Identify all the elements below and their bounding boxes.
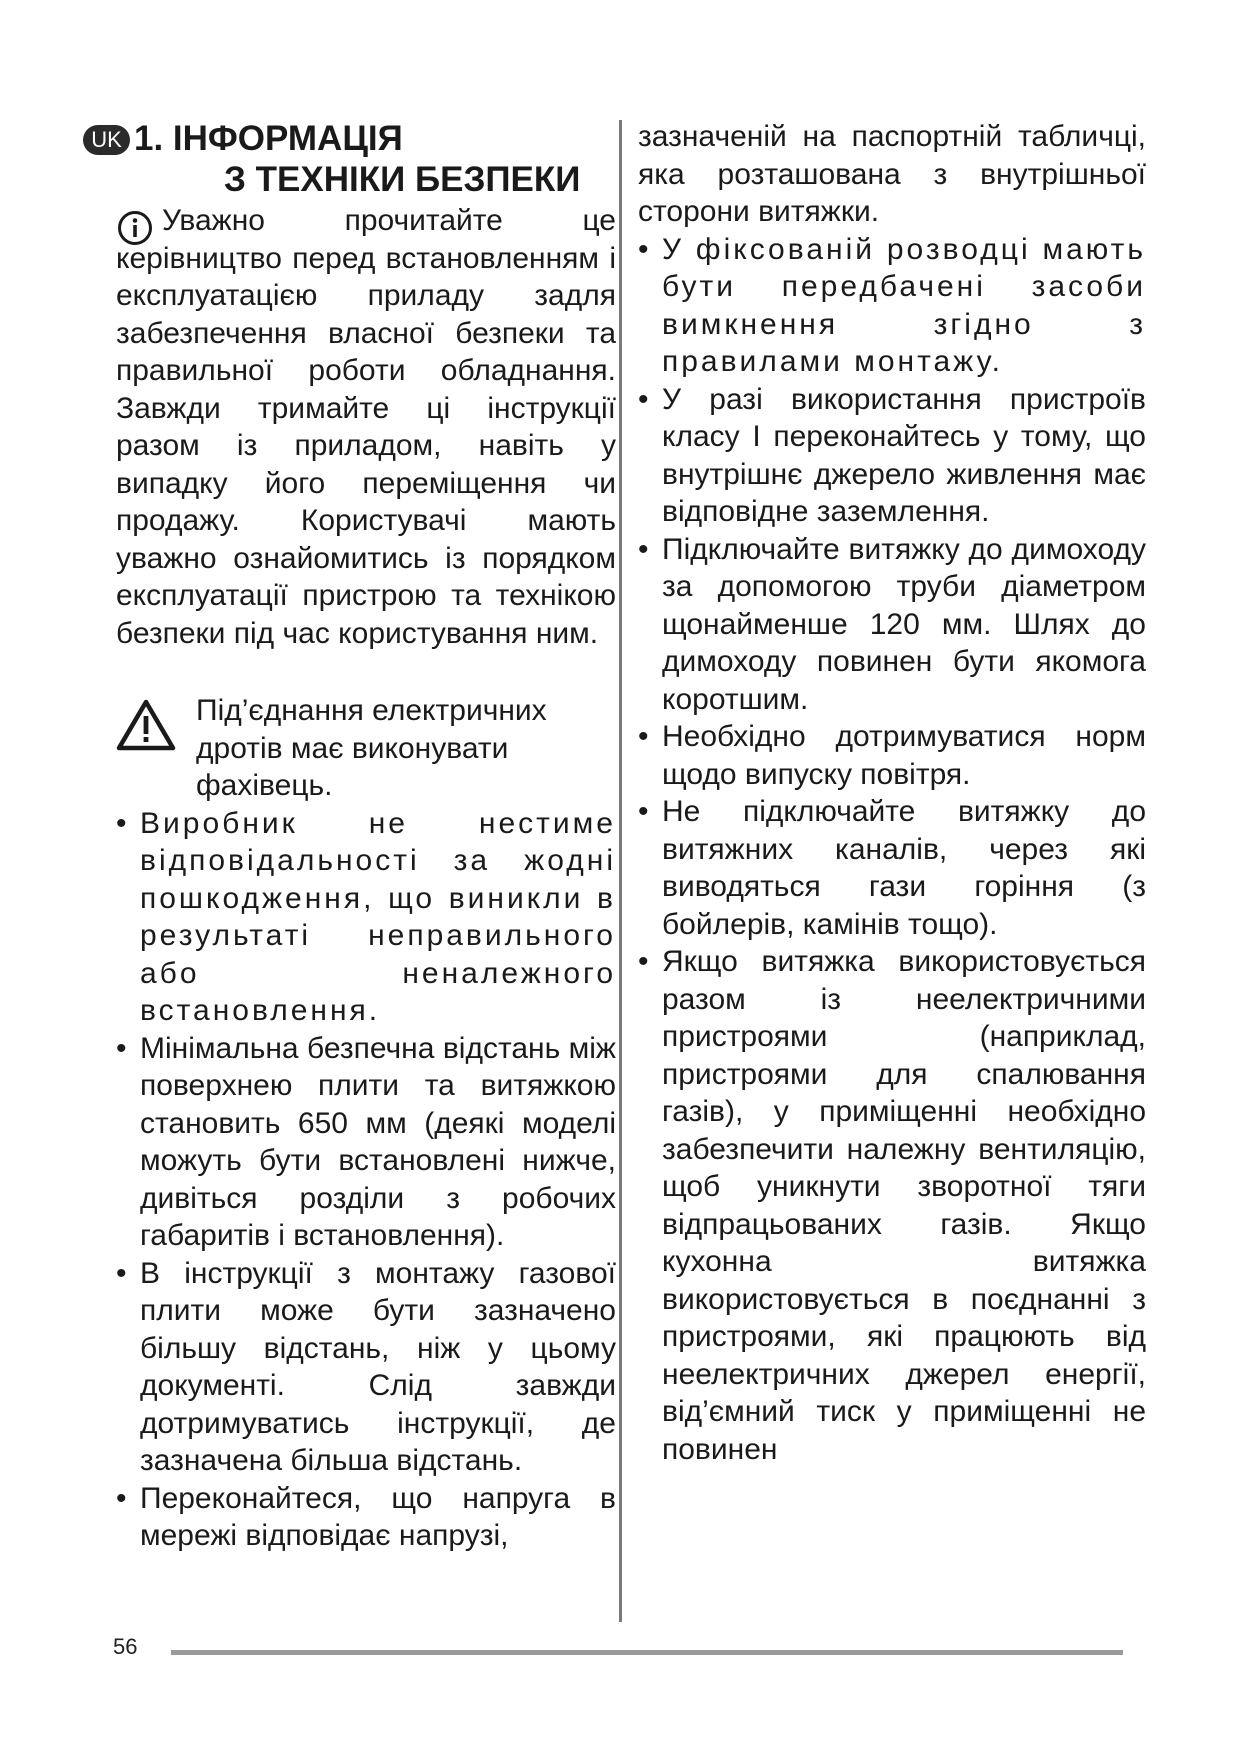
warning-block: [116, 692, 616, 805]
list-item: • Переконайтеся, що напруга в мережі відповідає напрузі,: [116, 1480, 616, 1555]
list-item: • Мінімальна безпечна відстань між поверхнею плити та витяжкою становить 650 мм (деякі моделі можуть бути встановлені нижче, дивіться розділи з робочих габаритів і встановлення).: [116, 1030, 616, 1255]
list-item: • У разі використання пристроїв класу I переконайтесь у тому, що внутрішнє джерело живлення має відповідне заземлення.: [638, 381, 1146, 531]
heading-line-2: З ТЕХНІКИ БЕЗПЕКИ: [224, 160, 581, 199]
right-bullet-list: [638, 231, 1146, 1469]
intro-text: Уважно прочитайте це керівництво перед встановленням і експлуатацією приладу задля забезпечення власної безпеки та правильної роботи обладнання. Завжди тримайте ці інструкції разом із приладом, навіть у випадку його переміщення чи продажу. Користувачі мають уважно ознайомитись із порядком експлуатації пристрою та технікою безпеки під час користування ним.: [116, 204, 616, 650]
list-item: • Необхідно дотримуватися норм щодо випуску повітря.: [638, 718, 1146, 793]
column-divider: [619, 120, 622, 1622]
language-badge: UK: [83, 125, 130, 155]
list-item: • Виробник не нестиме відповідальності за жодні пошкодження, що виникли в результаті неправильного або неналежного встановлення.: [116, 805, 616, 1030]
section-heading: [91, 118, 616, 200]
page-number: 56: [113, 1634, 138, 1659]
intro-block: [116, 202, 616, 652]
left-bullet-list: [116, 805, 616, 1555]
list-item: • В інструкції з монтажу газової плити може бути зазначено більшу відстань, ніж у цьому документі. Слід завжди дотримуватись інструкції, де зазначена більша відстань.: [116, 1255, 616, 1480]
footer-rule: [171, 1650, 1123, 1655]
warning-text: Під’єднання електричних дротів має виконувати фахівець.: [196, 694, 547, 802]
warning-triangle-icon: [116, 698, 176, 752]
info-icon: [117, 210, 153, 246]
list-item: • Підключайте витяжку до димоходу за допомогою труби діаметром щонайменше 120 мм. Шлях до димоходу повинен бути якомога коротшим.: [638, 531, 1146, 719]
continued-text: зазначеній на паспортній табличці, яка розташована з внутрішньої сторони витяжки.: [638, 120, 1146, 228]
list-item: • У фіксованій розводці мають бути передбачені засоби вимкнення згідно з правилами монтажу.: [638, 231, 1146, 381]
right-column: [638, 118, 1146, 1468]
list-item: • Не підключайте витяжку до витяжних каналів, через які виводяться гази горіння (з бойлерів, камінів тощо).: [638, 793, 1146, 943]
heading-line-1: 1. ІНФОРМАЦІЯ: [134, 119, 403, 158]
left-column: [91, 118, 616, 1555]
list-item: • Якщо витяжка використовується разом із неелектричними пристроями (наприклад, пристроями для спалювання газів), у приміщенні необхідно забезпечити належну вентиляцію, щоб уникнути зворотної тяги відпрацьованих газів. Якщо кухонна витяжка використовується в поєднанні з пристроями, які працюють від неелектричних джерел енергії, від’ємний тиск у приміщенні не повинен: [638, 943, 1146, 1468]
